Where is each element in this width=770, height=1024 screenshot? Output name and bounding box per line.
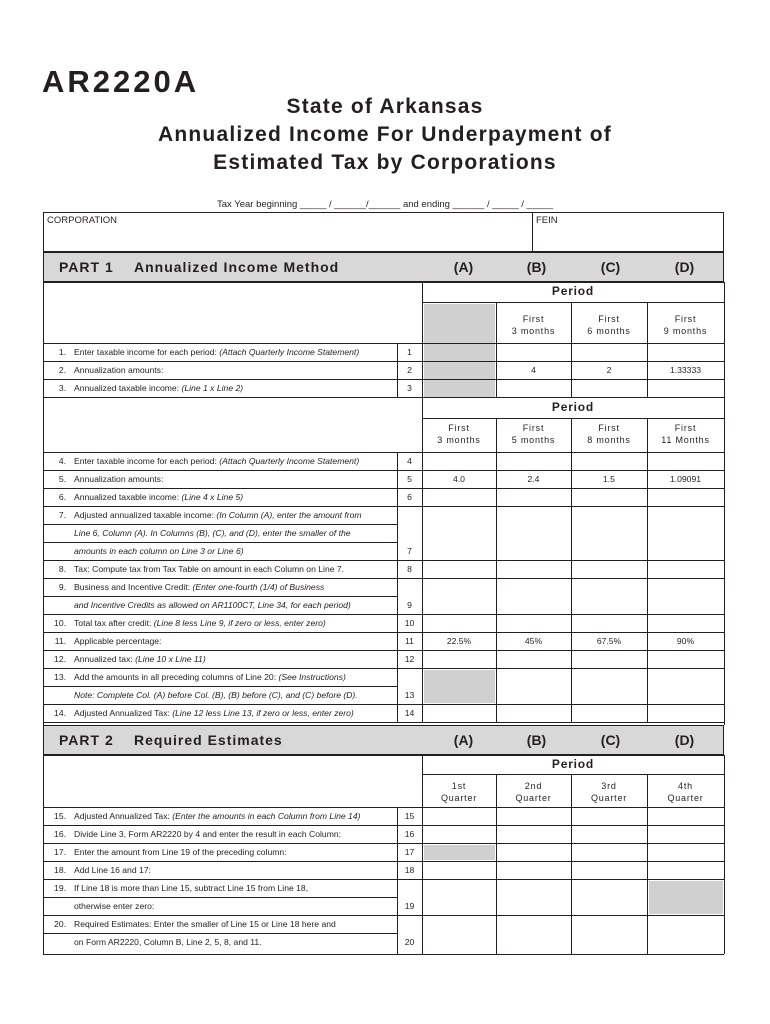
rule — [43, 686, 397, 687]
part1-col-b: (B) — [526, 259, 547, 275]
part1-row-text: Annualized taxable income: (Line 4 x Line 5) — [74, 492, 244, 502]
title-line-1: State of Arkansas — [286, 95, 484, 118]
rule — [43, 524, 397, 525]
part2-line-number: 17 — [404, 847, 415, 857]
part1-line-number: 9 — [407, 600, 412, 610]
part2-label: PART 2 — [59, 732, 114, 748]
line5-value-4: 1.09091 — [669, 474, 702, 484]
part1-row-text: Annualized tax: (Line 10 x Line 11) — [74, 654, 206, 664]
rule — [43, 343, 724, 344]
part2-col-a: (A) — [453, 732, 474, 748]
part1-shaded-a — [424, 304, 495, 397]
rule — [43, 755, 724, 756]
fein-divider — [532, 212, 533, 252]
part1-row-text: Total tax after credit: (Line 8 less Line 9, if zero or less, enter zero) — [74, 618, 326, 628]
line2-value-1: 4 — [531, 365, 536, 375]
part2-col-d: (D) — [674, 732, 695, 748]
part1-row-number: 6. — [58, 492, 66, 502]
part2-left-border — [43, 755, 44, 954]
part2-quarter-4: 4th Quarter — [667, 781, 704, 803]
rule — [43, 560, 724, 561]
rule — [43, 578, 724, 579]
part1-row-number: 13. — [54, 672, 66, 682]
part1-line-number: 3 — [407, 383, 412, 393]
line11-value-1: 22.5% — [446, 636, 472, 646]
part1-row-text: Line 6, Column (A). In Columns (B), (C), and (D), enter the smaller of the — [74, 528, 351, 538]
rule — [571, 418, 572, 722]
part2-row-text: Required Estimates: Enter the smaller of Line 15 or Line 18 here and — [74, 919, 336, 929]
part1-line-number: 8 — [407, 564, 412, 574]
part2-row-text: If Line 18 is more than Line 15, subtract Line 15 from Line 18, — [74, 883, 309, 893]
part1-period-a-3: First 9 months — [663, 314, 708, 336]
part1-header-bar — [43, 252, 724, 282]
rule — [43, 506, 724, 507]
part2-row-number: 17. — [54, 847, 66, 857]
part2-col-c: (C) — [600, 732, 621, 748]
part1-period-label-2: Period — [551, 400, 595, 414]
part1-col-c: (C) — [600, 259, 621, 275]
rule — [647, 418, 648, 722]
part1-period-b-1: First 3 months — [437, 423, 481, 445]
part1-line-number: 2 — [407, 365, 412, 375]
rule — [43, 361, 724, 362]
part2-title: Required Estimates — [134, 732, 283, 748]
part2-row-number: 16. — [54, 829, 66, 839]
rule — [43, 807, 724, 808]
part2-quarter-2: 2nd Quarter — [515, 781, 552, 803]
rule — [43, 614, 724, 615]
part2-right-border — [724, 755, 725, 954]
line2-value-3: 1.33333 — [669, 365, 702, 375]
part1-line-number: 10 — [404, 618, 415, 628]
part1-period-b-3: First 8 months — [587, 423, 631, 445]
part1-line-number: 12 — [404, 654, 415, 664]
part1-left-border — [43, 282, 44, 725]
rule — [43, 933, 397, 934]
line11-value-2: 45% — [524, 636, 543, 646]
part1-row-text: Adjusted annualized taxable income: (In Column (A), enter the amount from — [74, 510, 362, 520]
rule — [43, 668, 724, 669]
rule — [43, 861, 724, 862]
part1-period-a-1: First 3 months — [511, 314, 556, 336]
rule — [43, 897, 397, 898]
part2-row-text: Divide Line 3, Form AR2220 by 4 and enter the result in each Column: — [74, 829, 342, 839]
part1-row-number: 11. — [54, 636, 66, 646]
rule — [43, 825, 724, 826]
part1-line-number: 14 — [404, 708, 415, 718]
line19-shaded-d — [649, 881, 723, 914]
part2-row-number: 18. — [54, 865, 66, 875]
part2-period-label: Period — [551, 757, 595, 771]
part1-period-a-2: First 6 months — [587, 314, 631, 336]
rule — [43, 452, 724, 453]
part1-line-number: 11 — [405, 636, 414, 646]
rule — [43, 722, 724, 723]
part2-row-text: Enter the amount from Line 19 of the preceding column: — [74, 847, 287, 857]
part1-line-number: 7 — [407, 546, 412, 556]
part1-line-number: 4 — [407, 456, 412, 466]
part2-row-text: on Form AR2220, Column B, Line 2, 5, 8, and 11. — [74, 937, 262, 947]
part1-col-a: (A) — [453, 259, 474, 275]
form-id: AR2220A — [42, 64, 200, 99]
part1-row-text: Business and Incentive Credit: (Enter one-fourth (1/4) of Business — [74, 582, 325, 592]
corporation-label: CORPORATION — [47, 215, 118, 226]
part2-quarter-1: 1st Quarter — [440, 781, 478, 803]
part1-row-number: 3. — [58, 383, 66, 393]
part1-row-text: amounts in each column on Line 3 or Line 6) — [74, 546, 244, 556]
rule — [43, 488, 724, 489]
part1-row-number: 8. — [58, 564, 66, 574]
part1-row-text: Adjusted Annualized Tax: (Line 12 less Line 13, if zero or less, enter zero) — [74, 708, 354, 718]
rule — [43, 379, 724, 380]
line17-shaded-a — [424, 845, 495, 860]
part1-row-text: Tax: Compute tax from Tax Table on amount in each Column on Line 7. — [74, 564, 345, 574]
line5-value-3: 1.5 — [603, 474, 615, 484]
part1-row-number: 1. — [58, 347, 66, 357]
part1-row-text: and Incentive Credits as allowed on AR1100CT, Line 34, for each period) — [74, 600, 351, 610]
part1-period-b-4: First 11 Months — [661, 423, 710, 445]
part1-row-number: 7. — [58, 510, 66, 520]
line2-value-2: 2 — [606, 365, 612, 375]
title-line-3: Estimated Tax by Corporations — [213, 151, 557, 174]
part2-line-number: 18 — [404, 865, 415, 875]
part1-row-text: Applicable percentage: — [74, 636, 162, 646]
part1-row-number: 10. — [54, 618, 66, 628]
part2-line-number: 20 — [404, 937, 415, 947]
part1-row-text: Enter taxable income for each period: (Attach Quarterly Income Statement) — [74, 347, 360, 357]
part2-header-bar — [43, 725, 724, 755]
part1-line-number: 13 — [404, 690, 415, 700]
part1-row-number: 2. — [58, 365, 66, 375]
part2-col-b: (B) — [526, 732, 547, 748]
rule — [422, 302, 724, 303]
part1-row-text: Enter taxable income for each period: (Attach Quarterly Income Statement) — [74, 456, 360, 466]
rule — [43, 915, 724, 916]
rule — [43, 470, 724, 471]
rule — [43, 704, 724, 705]
line5-value-2: 2.4 — [527, 474, 540, 484]
rule — [43, 650, 724, 651]
part2-line-number: 16 — [404, 829, 415, 839]
rule — [43, 632, 724, 633]
part1-row-number: 9. — [58, 582, 66, 592]
part1-line-number: 5 — [407, 474, 412, 484]
part2-line-number: 15 — [404, 811, 415, 821]
part1-row-text: Add the amounts in all preceding columns of Line 20: (See Instructions) — [74, 672, 346, 682]
fein-label: FEIN — [536, 215, 558, 226]
part1-row-number: 5. — [58, 474, 66, 484]
line5-value-1: 4.0 — [453, 474, 465, 484]
part1-row-number: 4. — [58, 456, 66, 466]
part2-row-text: Add Line 16 and 17: — [74, 865, 151, 875]
part1-row-text: Annualization amounts: — [74, 474, 164, 484]
rule — [43, 397, 724, 398]
rule — [43, 954, 724, 955]
rule — [43, 843, 724, 844]
part1-row-number: 12. — [54, 654, 66, 664]
rule — [43, 282, 724, 283]
part1-line-number: 1 — [407, 347, 412, 357]
part2-row-number: 20. — [54, 919, 66, 929]
line11-value-3: 67.5% — [596, 636, 622, 646]
rule — [496, 418, 497, 722]
part1-label: PART 1 — [59, 259, 114, 275]
rule — [422, 418, 724, 419]
part2-row-number: 15. — [54, 811, 66, 821]
rule — [43, 596, 397, 597]
part2-line-number: 19 — [404, 901, 415, 911]
part1-row-number: 14. — [54, 708, 66, 718]
part2-row-number: 19. — [54, 883, 66, 893]
tax-year-line[interactable]: Tax Year beginning _____ / ______/______ and ending ______ / _____ / _____ — [217, 199, 553, 210]
part1-title: Annualized Income Method — [134, 259, 340, 275]
part1-row-text: Note: Complete Col. (A) before Col. (B), (B) before (C), and (C) before (D). — [74, 690, 358, 700]
part1-row-text: Annualized taxable income: (Line 1 x Line 2) — [74, 383, 244, 393]
part2-quarter-3: 3rd Quarter — [590, 781, 628, 803]
part1-period-b-2: First 5 months — [511, 423, 556, 445]
part1-col-d: (D) — [674, 259, 695, 275]
part1-right-border — [724, 282, 725, 725]
corporation-box[interactable] — [43, 212, 724, 252]
rule — [422, 282, 423, 398]
title-line-2: Annualized Income For Underpayment of — [158, 123, 612, 146]
rule — [422, 774, 724, 775]
part1-line-number: 6 — [407, 492, 412, 502]
part2-row-text: Adjusted Annualized Tax: (Enter the amounts in each Column from Line 14) — [74, 811, 361, 821]
rule — [43, 542, 397, 543]
line11-value-4: 90% — [676, 636, 695, 646]
part1-period-label-1: Period — [551, 284, 595, 298]
rule — [43, 879, 724, 880]
part2-row-text: otherwise enter zero: — [74, 901, 155, 911]
line13-shaded-a — [424, 670, 495, 703]
part1-row-text: Annualization amounts: — [74, 365, 164, 375]
